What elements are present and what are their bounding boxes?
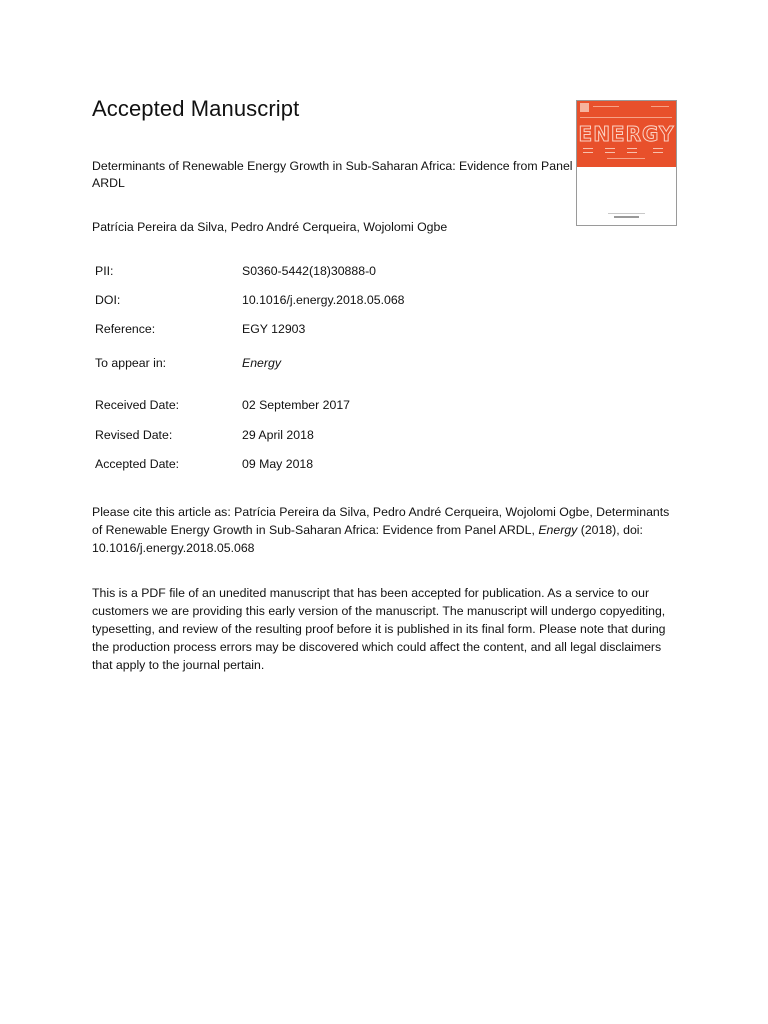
metadata-value: 10.1016/j.energy.2018.05.068 [242,293,405,307]
metadata-label: PII: [95,264,114,278]
cover-journal-word: ENERGY [578,122,675,146]
citation-paragraph [92,503,677,557]
metadata-value: 02 September 2017 [242,398,351,412]
citation-tail: (2018), doi: 10.1016/j.energy.2018.05.068 [92,523,643,555]
metadata-value: 09 May 2018 [242,457,314,471]
metadata-label: Received Date: [95,398,180,412]
metadata-value: EGY 12903 [242,322,306,336]
metadata-value: S0360-5442(18)30888-0 [242,264,377,278]
metadata-label: Accepted Date: [95,457,180,471]
metadata-label: DOI: [95,293,121,307]
notice-paragraph: This is a PDF file of an unedited manuscript that has been accepted for publication. As a service to our customers we are providing this early version of the manuscript. The manuscript will undergo copyediting, typesetting, and review of the resulting proof before it is published in its final form. Please note that during the production process errors may be discovered which could affect the content, and all legal disclaimers that apply to the journal pertain. [92,586,666,672]
metadata-value: Energy [242,356,281,370]
metadata-label: Reference: [95,322,156,336]
article-authors: Patrícia Pereira da Silva, Pedro André Cerqueira, Wojolomi Ogbe [92,220,448,234]
journal-cover-image [576,100,677,226]
cover-publisher-mark [614,216,639,218]
metadata-label: To appear in: [95,356,167,370]
page-title: Accepted Manuscript [92,96,300,121]
metadata-label: Revised Date: [95,428,173,442]
elsevier-logo-icon [580,103,589,112]
citation-journal: Energy [538,523,578,537]
article-title: Determinants of Renewable Energy Growth in Sub-Saharan Africa: Evidence from Panel ARDL [92,159,573,190]
metadata-value: 29 April 2018 [242,428,314,442]
cover-footer-rule [608,213,645,214]
citation-intro: Please cite this article as: Patrícia Pereira da Silva, Pedro André Cerqueira, Wojolomi Ogbe, Determinants of Renewable Energy Growth in Sub-Saharan Africa: Evidence from Panel ARDL, [92,505,670,537]
cover-banner [577,101,676,167]
